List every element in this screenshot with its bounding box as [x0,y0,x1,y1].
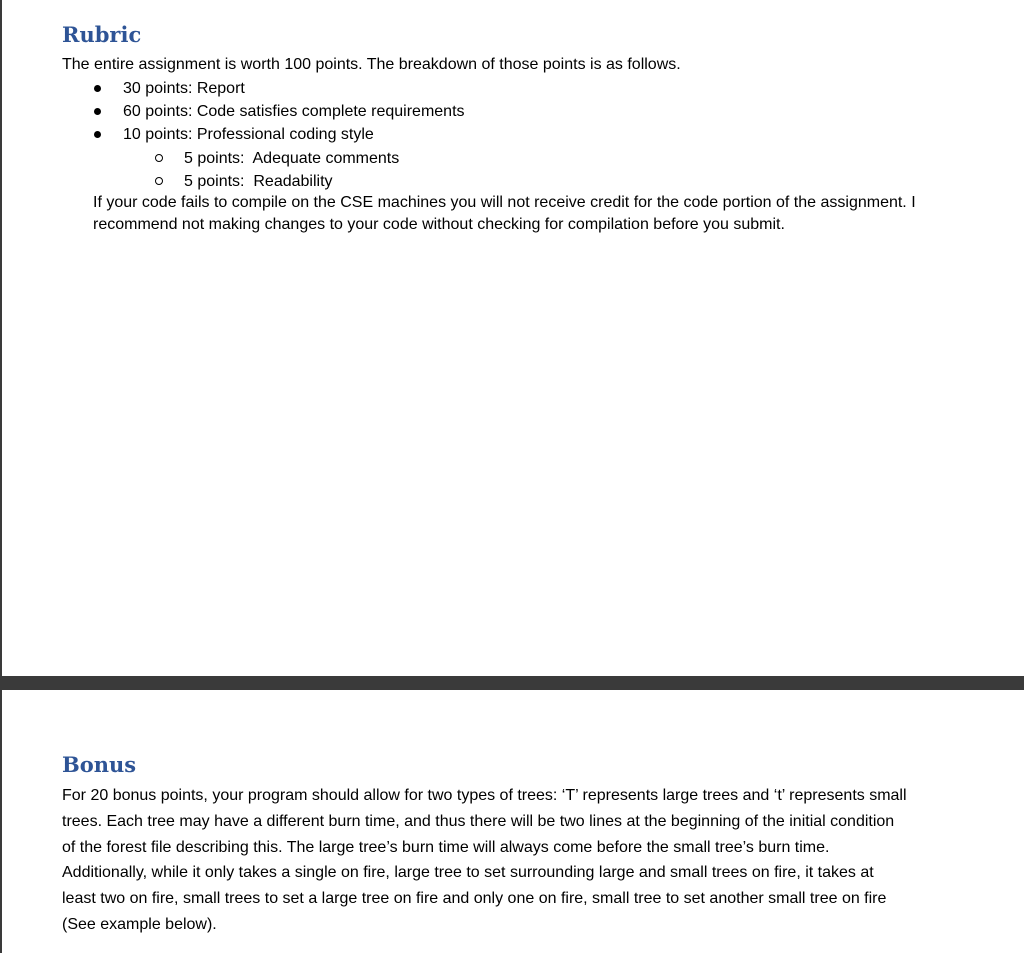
bullet-circle-icon [155,177,163,185]
rubric-intro: The entire assignment is worth 100 points. The breakdown of those points is as follows. [62,56,681,73]
bonus-line: of the forest file describing this. The large tree’s burn time will always come before the small tree’s burn time. [62,839,830,856]
bonus-line: least two on fire, small trees to set a large tree on fire and only one on fire, small tree to set another small tree on fire [62,890,887,907]
bullet-dot-icon [94,131,101,138]
bonus-heading: Bonus [62,752,137,777]
bonus-line: (See example below). [62,916,217,933]
rubric-note-line-1: If your code fails to compile on the CSE machines you will not receive credit for the code portion of the assignment. I [93,194,916,211]
bullet-dot-icon [94,85,101,92]
bonus-line: For 20 bonus points, your program should allow for two types of trees: ‘T’ represents large trees and ‘t’ represents small [62,787,907,804]
bonus-line: trees. Each tree may have a different burn time, and thus there will be two lines at the beginning of the initial condition [62,813,895,830]
bonus-line: Additionally, while it only takes a single on fire, large tree to set surrounding large and small trees on fire, it takes at [62,864,874,881]
bullet-dot-icon [94,108,101,115]
document-page-1: Rubric The entire assignment is worth 100 points. The breakdown of those points is as follows. 30 points: Report 60 points: Code satisfies complete requirements 10 points: Professional coding style 5 points: Adequate comments 5 points: Readability If your code fails to compile on the CSE machines you will not receive credit for the code portion of the assignment. I recommend not making changes to your code without checking for compilation before you submit. [0,0,1024,676]
rubric-note-line-2: recommend not making changes to your code without checking for compilation before you submit. [93,216,785,233]
rubric-heading: Rubric [62,22,142,47]
page-separator [0,676,1024,690]
document-page-2 [0,690,1024,953]
bullet-circle-icon [155,154,163,162]
